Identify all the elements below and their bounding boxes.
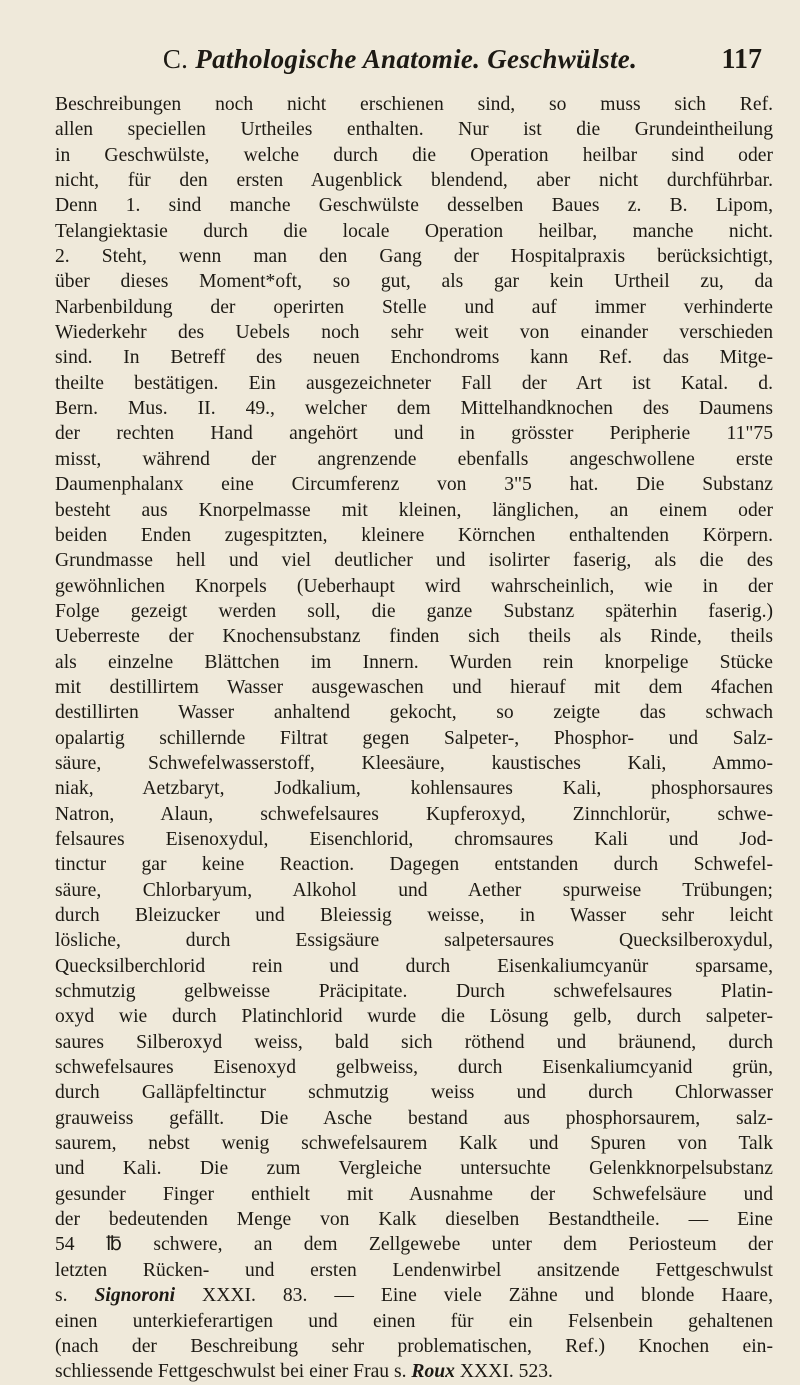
text-line: sind. In Betreff des neuen Enchondroms kann Ref. das Mitge- [55,347,773,369]
text-line: saures Silberoxyd weiss, bald sich röthend und bräunend, durch [55,1031,773,1053]
text-line: in Geschwülste, welche durch die Operation heilbar sind oder [55,144,773,166]
text-line: allen speciellen Urtheiles enthalten. Nur ist die Grundeintheilung [55,119,773,141]
text-line: Quecksilberchlorid rein und durch Eisenkaliumcyanür sparsame, [55,955,773,977]
page-number: 117 [721,44,762,75]
text-line: durch Bleizucker und Bleiessig weisse, in Wasser sehr leicht [55,905,773,926]
text-line: gesunder Finger enthielt mit Ausnahme der Schwefelsäure und [55,1183,773,1205]
text-line: lösliche, durch Essigsäure salpetersaures Quecksilberoxydul, [55,930,773,952]
text-line: einen unterkieferartigen und einen für ein Felsenbein gehaltenen [55,1310,773,1332]
text-line: oxyd wie durch Platinchlorid wurde die Lösung gelb, durch salpeter- [55,1006,773,1028]
text-line: Grundmasse hell und viel deutlicher und isolirter faserig, als die des [55,550,773,572]
text-line: Folge gezeigt werden soll, die ganze Substanz späterhin faserig.) [55,600,773,622]
text-line: Natron, Alaun, schwefelsaures Kupferoxyd, Zinnchlorür, schwe- [55,803,773,825]
header-title-line [0,44,800,75]
text-line: als einzelne Blättchen im Innern. Wurden rein knorpelige Stücke [55,651,773,673]
text-line: theilte bestätigen. Ein ausgezeichneter Fall der Art ist Katal. d. [55,372,773,394]
text-line: Denn 1. sind manche Geschwülste desselben Baues z. B. Lipom, [55,195,773,217]
chapter-title: Pathologische Anatomie. Geschwülste. [195,44,638,74]
text-line: schmutzig gelbweisse Präcipitate. Durch schwefelsaures Platin- [55,981,773,1003]
text-line: nicht, für den ersten Augenblick blendend, aber nicht durchführbar. [55,170,773,192]
text-line: 54 ℔ schwere, an dem Zellgewebe unter dem Periosteum der [55,1234,773,1256]
section-label: C. [162,44,189,74]
text-line: letzten Rücken- und ersten Lendenwirbel ansitzende Fettgeschwulst [55,1259,773,1281]
text-line: Narbenbildung der operirten Stelle und auf immer verhinderte [55,296,773,318]
text-line: über dieses Moment*oft, so gut, als gar kein Urtheil zu, da [55,271,773,293]
text-line: Wiederkehr des Uebels noch sehr weit von einander verschieden [55,322,773,344]
text-line: saurem, nebst wenig schwefelsaurem Kalk und Spuren von Talk [55,1133,773,1155]
text-line: und Kali. Die zum Vergleiche untersuchte Gelenkknorpelsubstanz [55,1158,773,1180]
text-line: säure, Chlorbaryum, Alkohol und Aether spurweise Trübungen; [55,879,773,901]
text-line: s. Signoroni XXXI. 83. — Eine viele Zähne und blonde Haare, [55,1285,773,1307]
text-line: Bern. Mus. II. 49., welcher dem Mittelhandknochen des Daumens [55,398,773,420]
text-line: niak, Aetzbaryt, Jodkalium, kohlensaures Kali, phosphorsaures [55,778,773,800]
text-line: säure, Schwefelwasserstoff, Kleesäure, kaustisches Kali, Ammo- [55,752,773,774]
text-line: Ueberreste der Knochensubstanz finden sich theils als Rinde, theils [55,626,773,648]
text-line: schliessende Fettgeschwulst bei einer Frau s. Roux XXXI. 523. [55,1361,553,1383]
running-header [0,44,800,84]
text-line: felsaures Eisenoxydul, Eisenchlorid, chromsaures Kali und Jod- [55,828,773,850]
text-line: der bedeutenden Menge von Kalk dieselben Bestandtheile. — Eine [55,1209,773,1231]
text-line: mit destillirtem Wasser ausgewaschen und hierauf mit dem 4fachen [55,676,773,698]
text-line: misst, während der angrenzende ebenfalls angeschwollene erste [55,448,773,470]
text-line: Beschreibungen noch nicht erschienen sind, so muss sich Ref. [55,94,773,115]
text-line: beiden Enden zugespitzten, kleinere Körnchen enthaltenden Körpern. [55,524,773,546]
text-line: gewöhnlichen Knorpels (Ueberhaupt wird wahrscheinlich, wie in der [55,575,773,597]
text-line: der rechten Hand angehört und in grösster Peripherie 11"75 [55,423,773,445]
text-line: 2. Steht, wenn man den Gang der Hospitalpraxis berücksichtigt, [55,246,773,268]
text-line: opalartig schillernde Filtrat gegen Salpeter-, Phosphor- und Salz- [55,727,773,749]
text-line: Telangiektasie durch die locale Operation heilbar, manche nicht. [55,220,773,242]
text-line: Daumenphalanx eine Circumferenz von 3"5 hat. Die Substanz [55,474,773,496]
text-line: (nach der Beschreibung sehr problematischen, Ref.) Knochen ein- [55,1335,773,1357]
text-line: besteht aus Knorpelmasse mit kleinen, länglichen, an einem oder [55,499,773,521]
text-line: grauweiss gefällt. Die Asche bestand aus phosphorsaurem, salz- [55,1107,773,1129]
text-line: tinctur gar keine Reaction. Dagegen entstanden durch Schwefel- [55,854,773,876]
text-line: destillirten Wasser anhaltend gekocht, so zeigte das schwach [55,702,773,724]
body-text [55,92,773,1385]
text-line: durch Galläpfeltinctur schmutzig weiss und durch Chlorwasser [55,1082,773,1104]
text-line: schwefelsaures Eisenoxyd gelbweiss, durch Eisenkaliumcyanid grün, [55,1057,773,1079]
